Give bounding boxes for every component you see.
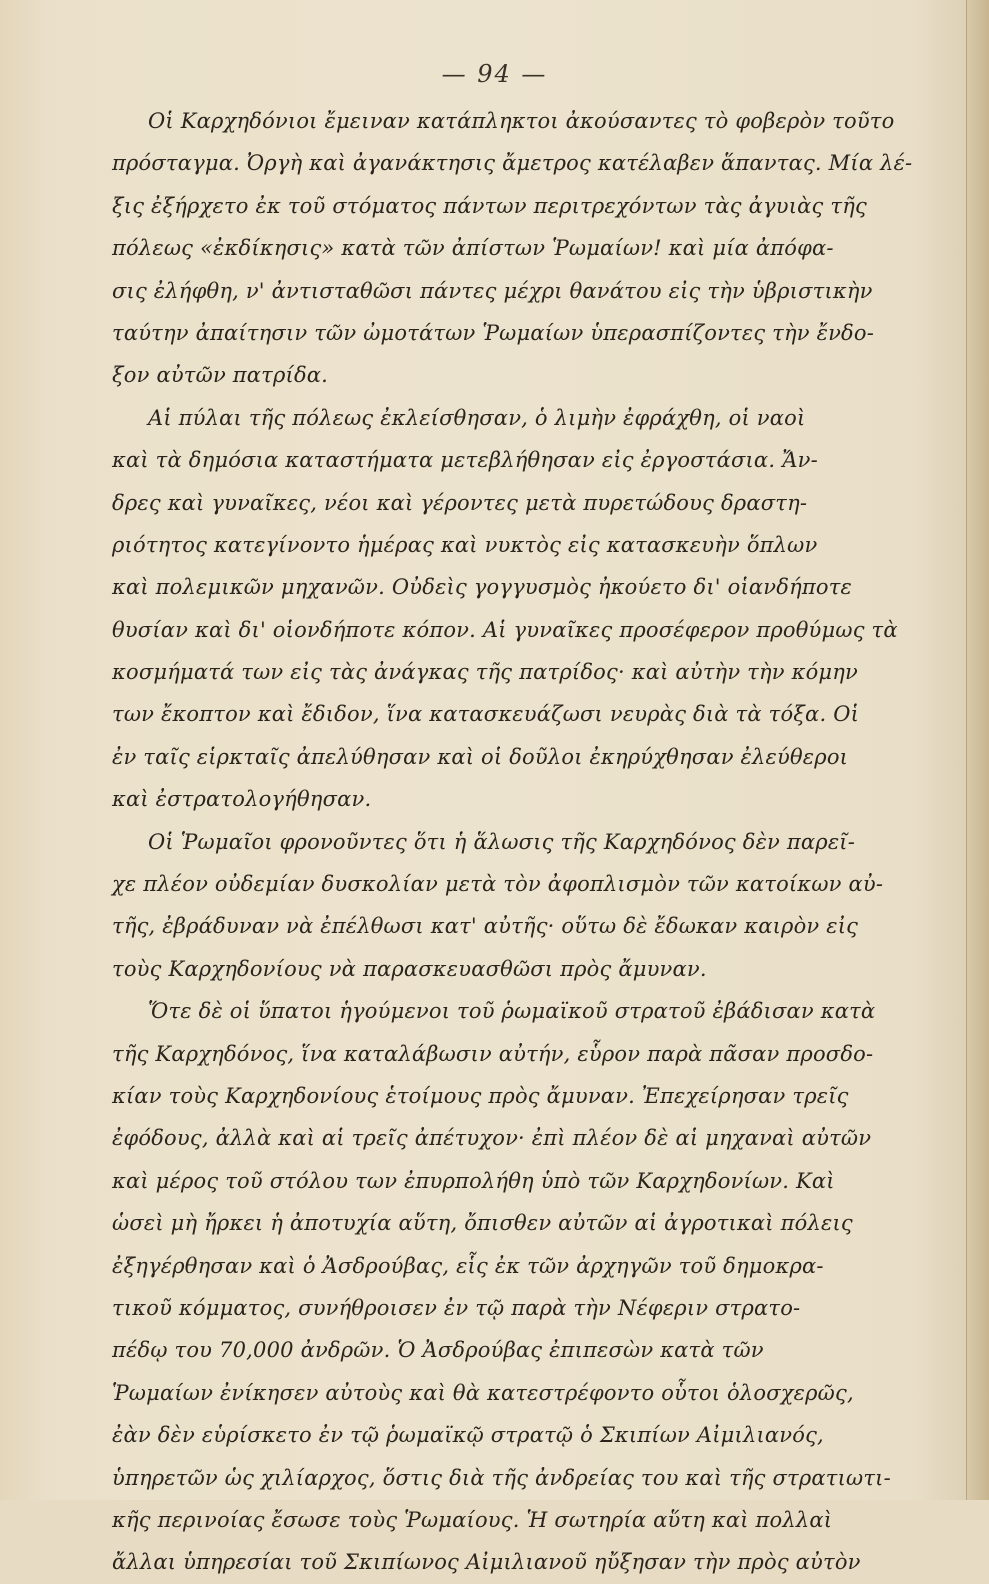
text-line: ριότητος κατεγίνοντο ἡμέρας καὶ νυκτὸς εἰς κατασκευὴν ὅπλων [112, 532, 818, 557]
text-line: ἐν ταῖς εἱρκταῖς ἀπελύθησαν καὶ οἱ δοῦλοι ἐκηρύχθησαν ἐλεύθεροι [112, 744, 849, 769]
text-line: σις ἐλήφθη, ν' ἀντισταθῶσι πάντες μέχρι θανάτου εἰς τὴν ὑβριστικὴν [112, 278, 873, 303]
text-line: ταύτην ἀπαίτησιν τῶν ὠμοτάτων Ῥωμαίων ὑπερασπίζοντες τὴν ἔνδο- [112, 320, 875, 345]
text-line: Οἱ Καρχηδόνιοι ἔμειναν κατάπληκτοι ἀκούσαντες τὸ φοβερὸν τοῦτο [148, 109, 895, 133]
text-line: ξον αὐτῶν πατρίδα. [112, 363, 329, 388]
text-line: πέδῳ του 70,000 ἀνδρῶν. Ὁ Ἀσδρούβας ἐπιπεσὼν κατὰ τῶν [112, 1338, 764, 1363]
text-line: χε πλέον οὐδεμίαν δυσκολίαν μετὰ τὸν ἀφοπλισμὸν τῶν κατοίκων αὐ- [112, 872, 884, 897]
text-line: Αἱ πύλαι τῆς πόλεως ἐκλείσθησαν, ὁ λιμὴν ἐφράχθη, οἱ ναοὶ [148, 405, 806, 430]
text-line: ἐφόδους, ἀλλὰ καὶ αἱ τρεῖς ἀπέτυχον· ἐπὶ πλέον δὲ αἱ μηχαναὶ αὐτῶν [112, 1126, 872, 1151]
text-line: τῆς Καρχηδόνος, ἵνα καταλάβωσιν αὐτήν, εὗρον παρὰ πᾶσαν προσδο- [112, 1041, 874, 1066]
text-line: θυσίαν καὶ δι' οἱονδήποτε κόπον. Αἱ γυναῖκες προσέφερον προθύμως τὰ [112, 617, 898, 642]
text-line: Οἱ Ῥωμαῖοι φρονοῦντες ὅτι ἡ ἅλωσις τῆς Καρχηδόνος δὲν παρεῖ- [148, 829, 856, 854]
text-line: Ῥωμαίων ἐνίκησεν αὐτοὺς καὶ θὰ κατεστρέφοντο οὗτοι ὁλοσχερῶς, [112, 1380, 854, 1405]
text-line: ἐξηγέρθησαν καὶ ὁ Ἀσδρούβας, εἷς ἐκ τῶν ἀρχηγῶν τοῦ δημοκρα- [112, 1253, 824, 1278]
text-line: ὡσεὶ μὴ ἤρκει ἡ ἀποτυχία αὕτη, ὄπισθεν αὐτῶν αἱ ἀγροτικαὶ πόλεις [112, 1211, 853, 1236]
text-line: κοσμήματά των εἰς τὰς ἀνάγκας τῆς πατρίδος· καὶ αὐτὴν τὴν κόμην [112, 660, 859, 685]
text-line: καὶ τὰ δημόσια καταστήματα μετεβλήθησαν εἰς ἐργοστάσια. Ἄν- [112, 448, 818, 473]
text-line: δρες καὶ γυναῖκες, νέοι καὶ γέροντες μετὰ πυρετώδους δραστη- [112, 490, 808, 515]
text-line: ξις ἐξήρχετο ἐκ τοῦ στόματος πάντων περιτρεχόντων τὰς ἀγυιὰς τῆς [112, 193, 867, 218]
text-line: πρόσταγμα. Ὀργὴ καὶ ἀγανάκτησις ἄμετρος κατέλαβεν ἅπαντας. Μία λέ- [112, 151, 913, 176]
text-line: ἐὰν δὲν εὑρίσκετο ἐν τῷ ῥωμαϊκῷ στρατῷ ὁ Σκιπίων Αἰμιλιανός, [112, 1423, 824, 1448]
text-line: τικοῦ κόμματος, συνήθροισεν ἐν τῷ παρὰ τὴν Νέφεριν στρατο- [112, 1295, 801, 1320]
text-line: κίαν τοὺς Καρχηδονίους ἑτοίμους πρὸς ἄμυναν. Ἐπεχείρησαν τρεῖς [112, 1083, 849, 1108]
text-line: ἄλλαι ὑπηρεσίαι τοῦ Σκιπίωνος Αἰμιλιανοῦ ηὔξησαν τὴν πρὸς αὐτὸν [112, 1550, 861, 1575]
text-line: τῆς, ἐβράδυναν νὰ ἐπέλθωσι κατ' αὐτῆς· οὕτω δὲ ἔδωκαν καιρὸν εἰς [112, 914, 859, 939]
text-line: ὑπηρετῶν ὡς χιλίαρχος, ὅστις διὰ τῆς ἀνδρείας του καὶ τῆς στρατιωτι- [112, 1465, 891, 1490]
page-edge [966, 0, 989, 1500]
text-line: των ἔκοπτον καὶ ἔδιδον, ἵνα κατασκευάζωσι νευρὰς διὰ τὰ τόξα. Οἱ [112, 702, 860, 727]
text-line: κῆς περινοίας ἔσωσε τοὺς Ῥωμαίους. Ἡ σωτηρία αὕτη καὶ πολλαὶ [112, 1507, 833, 1532]
text-line: καὶ ἐστρατολογήθησαν. [112, 787, 372, 812]
text-line: καὶ μέρος τοῦ στόλου των ἐπυρπολήθη ὑπὸ τῶν Καρχηδονίων. Καὶ [112, 1168, 835, 1193]
text-line: τοὺς Καρχηδονίους νὰ παρασκευασθῶσι πρὸς ἄμυναν. [112, 956, 707, 981]
text-line: Ὅτε δὲ οἱ ὕπατοι ἡγούμενοι τοῦ ῥωμαϊκοῦ στρατοῦ ἐβάδισαν κατὰ [148, 999, 876, 1024]
text-line: καὶ πολεμικῶν μηχανῶν. Οὐδεὶς γογγυσμὸς ἠκούετο δι' οἱανδήποτε [112, 575, 853, 600]
text-line: πόλεως «ἐκδίκησις» κατὰ τῶν ἀπίστων Ῥωμαίων! καὶ μία ἀπόφα- [112, 236, 834, 261]
page-number: — 94 — [441, 60, 548, 88]
body-text [112, 100, 932, 1584]
